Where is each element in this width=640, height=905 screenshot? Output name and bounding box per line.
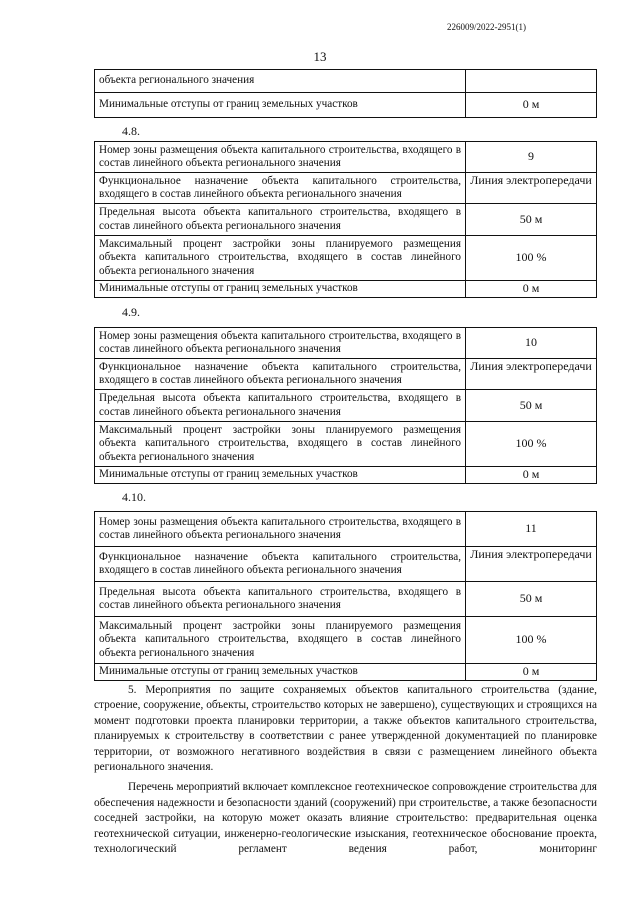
param-name: Минимальные отступы от границ земельных участков — [95, 664, 466, 681]
table-row — [95, 390, 597, 422]
param-value: 50 м — [466, 204, 597, 236]
param-value: 50 м — [466, 390, 597, 422]
paragraph: 5. Мероприятия по защите сохраняемых объектов капитального строительства (здание, строение, сооружение, объекты, строительство которых не завершено), существующих и строящихся на момент подготовки проекта планировки территории, а также объектов капитального строительства, планируемых к строительству в соответствии с ранее утвержденной документацией по планировке территории, от возможного негативного воздействия в связи с размещением линейного объекта регионального значения. — [94, 684, 597, 774]
table-row — [95, 236, 597, 281]
table-row — [95, 664, 597, 681]
param-name: Номер зоны размещения объекта капитального строительства, входящего в состав линейного объекта регионального значения — [95, 142, 466, 173]
param-value: 50 м — [466, 582, 597, 617]
params-table-4-10 — [94, 511, 597, 681]
table-row — [95, 204, 597, 236]
page-number: 13 — [313, 49, 327, 64]
param-value: 100 % — [466, 422, 597, 467]
param-name: Минимальные отступы от границ земельных участков — [95, 93, 466, 118]
param-value: 9 — [466, 142, 597, 173]
param-name: Предельная высота объекта капитального строительства, входящего в состав линейного объекта регионального значения — [95, 582, 466, 617]
param-name: Максимальный процент застройки зоны планируемого размещения объекта капитального строительства, входящего в состав линейного объекта регионального значения — [95, 422, 466, 467]
section-label-4-9: 4.9. — [122, 305, 140, 319]
param-name: Предельная высота объекта капитального строительства, входящего в состав линейного объекта регионального значения — [95, 204, 466, 236]
table-row — [95, 547, 597, 582]
table-row — [95, 422, 597, 467]
body-text — [94, 683, 597, 857]
paragraph: Перечень мероприятий включает комплексное геотехническое сопровождение строительства для обеспечения надежности и безопасности зданий (сооружений) при строительстве, а также безопасности соседней застройки, на которую может оказать влияние строительство: предварительная оценка геотехнической ситуации, инженерно-геологические изыскания, геотехническое обоснование проекта, технологический регламент ведения работ, мониторинг — [94, 781, 597, 856]
param-name: объекта регионального значения — [95, 70, 466, 93]
table-row — [95, 93, 597, 118]
params-table-prev — [94, 69, 597, 118]
param-name: Минимальные отступы от границ земельных участков — [95, 281, 466, 298]
table-row — [95, 617, 597, 664]
section-label-4-8: 4.8. — [122, 124, 140, 138]
param-name: Номер зоны размещения объекта капитального строительства, входящего в состав линейного объекта регионального значения — [95, 512, 466, 547]
table-row — [95, 512, 597, 547]
document-number: 226009/2022-2951(1) — [447, 22, 526, 32]
param-value: 100 % — [466, 617, 597, 664]
param-name: Функциональное назначение объекта капитального строительства, входящего в состав линейного объекта регионального значения — [95, 359, 466, 390]
param-value: 0 м — [466, 93, 597, 118]
params-table-4-8 — [94, 141, 597, 298]
param-value: 0 м — [466, 664, 597, 681]
param-value: Линия электропередачи — [466, 359, 597, 390]
table-row — [95, 328, 597, 359]
table-row — [95, 359, 597, 390]
param-name: Номер зоны размещения объекта капитального строительства, входящего в состав линейного объекта регионального значения — [95, 328, 466, 359]
param-value: Линия электропередачи — [466, 173, 597, 204]
param-name: Функциональное назначение объекта капитального строительства, входящего в состав линейного объекта регионального значения — [95, 547, 466, 582]
param-value: 0 м — [466, 467, 597, 484]
params-table-4-9 — [94, 327, 597, 484]
table-row — [95, 582, 597, 617]
param-value — [466, 70, 597, 93]
param-value: 10 — [466, 328, 597, 359]
table-row — [95, 467, 597, 484]
table-row — [95, 142, 597, 173]
param-name: Предельная высота объекта капитального строительства, входящего в состав линейного объекта регионального значения — [95, 390, 466, 422]
param-value: 100 % — [466, 236, 597, 281]
param-name: Функциональное назначение объекта капитального строительства, входящего в состав линейного объекта регионального значения — [95, 173, 466, 204]
table-row — [95, 173, 597, 204]
param-value: 11 — [466, 512, 597, 547]
param-value: 0 м — [466, 281, 597, 298]
param-name: Минимальные отступы от границ земельных участков — [95, 467, 466, 484]
param-name: Максимальный процент застройки зоны планируемого размещения объекта капитального строительства, входящего в состав линейного объекта регионального значения — [95, 236, 466, 281]
section-label-4-10: 4.10. — [122, 490, 146, 504]
param-name: Максимальный процент застройки зоны планируемого размещения объекта капитального строительства, входящего в состав линейного объекта регионального значения — [95, 617, 466, 664]
table-row — [95, 70, 597, 93]
table-row — [95, 281, 597, 298]
param-value: Линия электропередачи — [466, 547, 597, 582]
